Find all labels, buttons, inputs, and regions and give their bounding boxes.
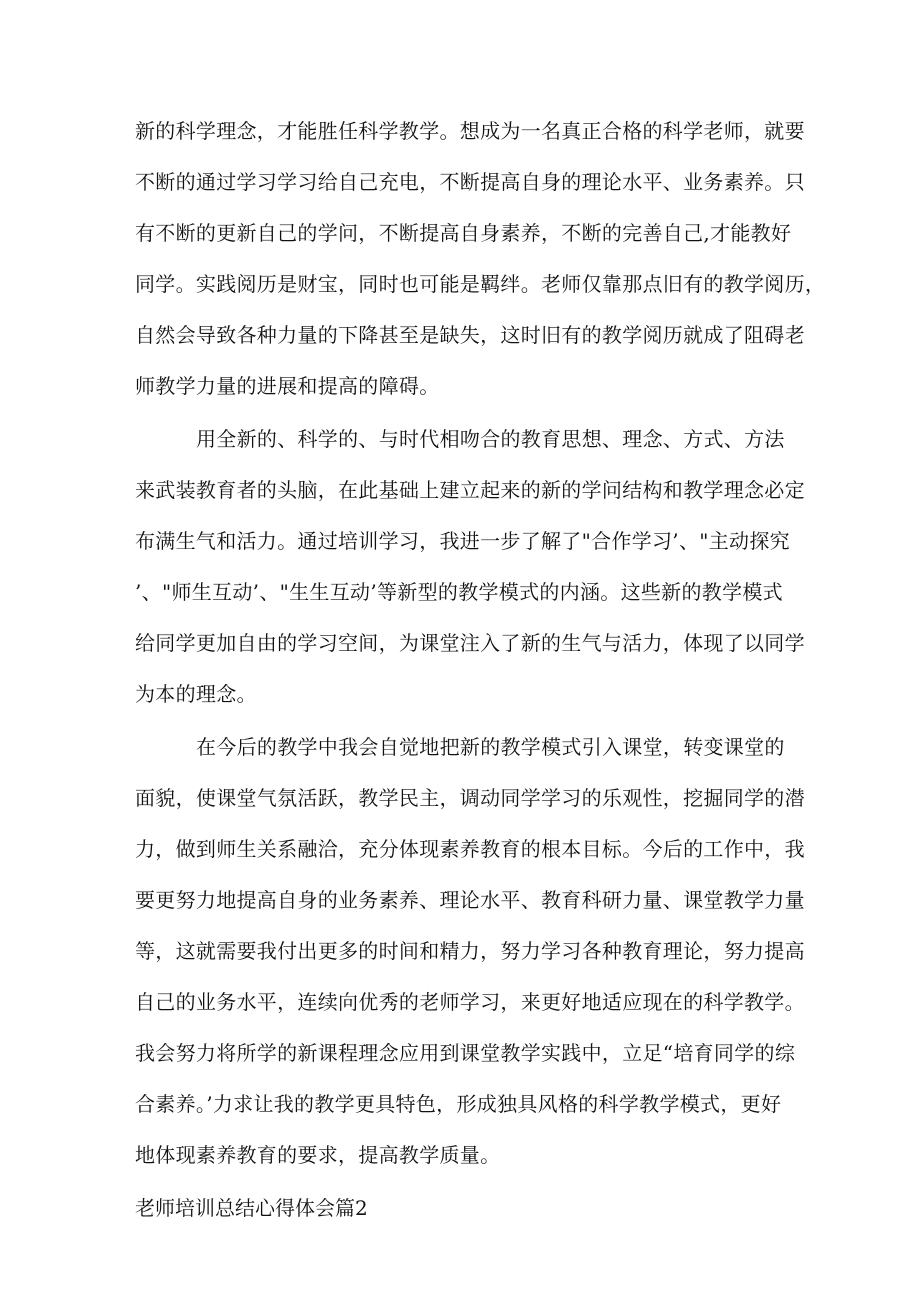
- paragraph-3-line-4: 要更努力地提高自身的业务素养、理论水平、教育科研力量、课堂教学力量: [135, 888, 805, 912]
- paragraph-3-line-2: 面貌，使课堂气氛活跃，教学民主，调动同学学习的乐观性，挖掘同学的潜: [135, 786, 805, 810]
- paragraph-1-line-5: 自然会导致各种力量的下降甚至是缺失，这时旧有的教学阅历就成了阻碍老: [135, 323, 805, 347]
- paragraph-1-line-2: 不断的通过学习学习给自己充电，不断提高自身的理论水平、业务素养。只: [135, 170, 805, 194]
- paragraph-3-line-9: 地体现素养教育的要求，提高教学质量。: [135, 1143, 501, 1167]
- paragraph-1-line-4: 同学。实践阅历是财宝，同时也可能是羁绊。老师仅靠那点旧有的教学阅历，: [135, 272, 826, 296]
- paragraph-1-line-1: 新的科学理念，才能胜任科学教学。想成为一名真正合格的科学老师，就要: [135, 119, 805, 143]
- section-heading: 老师培训总结心得体会篇2: [135, 1196, 368, 1220]
- paragraph-3-line-6: 自己的业务水平，连续向优秀的老师学习，来更好地适应现在的科学教学。: [135, 990, 805, 1014]
- paragraph-2-line-4: ’、"师生互动’、"生生互动’等新型的教学模式的内涵。这些新的教学模式: [135, 580, 783, 604]
- paragraph-2-line-5: 给同学更加自由的学习空间，为课堂注入了新的生气与活力，体现了以同学: [135, 631, 805, 655]
- paragraph-2-line-6: 为本的理念。: [135, 682, 257, 706]
- paragraph-3-line-5: 等，这就需要我付出更多的时间和精力，努力学习各种教育理论，努力提高: [135, 939, 805, 963]
- paragraph-3-line-1: 在今后的教学中我会自觉地把新的教学模式引入课堂，转变课堂的: [196, 735, 785, 759]
- paragraph-1-line-3: 有不断的更新自己的学问，不断提高自身素养，不断的完善自己,才能教好: [135, 221, 792, 245]
- paragraph-2-line-1: 用全新的、科学的、与时代相吻合的教育思想、理念、方式、方法: [196, 427, 785, 451]
- paragraph-3-line-3: 力，做到师生关系融洽，充分体现素养教育的根本目标。今后的工作中，我: [135, 837, 805, 861]
- paragraph-3-line-7: 我会努力将所学的新课程理念应用到课堂教学实践中，立足“培育同学的综: [135, 1041, 796, 1065]
- paragraph-1-line-6: 师教学力量的进展和提高的障碍。: [135, 374, 440, 398]
- paragraph-3-line-8: 合素养。’力求让我的教学更具特色，形成独具风格的科学教学模式，更好: [135, 1092, 782, 1116]
- paragraph-2-line-3: 布满生气和活力。通过培训学习，我进一步了解了"合作学习’、"主动探究: [135, 529, 790, 553]
- paragraph-2-line-2: 来武装教育者的头脑，在此基础上建立起来的新的学问结构和教学理念必定: [135, 478, 805, 502]
